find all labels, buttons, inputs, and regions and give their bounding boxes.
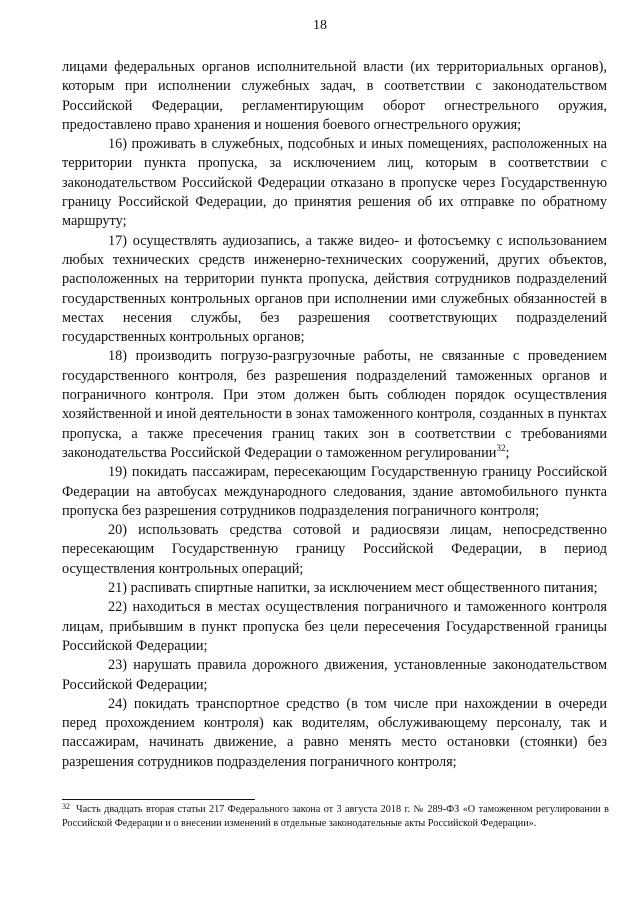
document-body [62,58,607,772]
page-number: 18 [313,18,327,33]
paragraph-item-21: 21) распивать спиртные напитки, за исключением мест общественного питания; [108,580,598,597]
paragraph-item-18-text: 18) производить погрузо-разгрузочные работы, не связанные с проведением государственного контроля, без разрешения подразделений таможенных органов и пограничного контроля. При этом должен быть соблюден порядок осуществления хозяйственной и иной деятельности в зонах таможенного контроля, созданных в пунктах пропуска, а также пресечения границ таких зон в соответствии с требованиями законодательства Российской Федерации о таможенном регулировании [62,348,607,461]
footnote-separator [62,799,255,800]
footnote-marker: 32 [62,802,70,811]
paragraph-item-23: 23) нарушать правила дорожного движения, установленные законодательством Российской Федерации; [62,657,607,693]
paragraph-item-16: 16) проживать в служебных, подсобных и иных помещениях, расположенных на территории пункта пропуска, за исключением лиц, которым в соответствии с законодательством Российской Федерации отказано в пропуске через Государственную границу Российской Федерации, до принятия решения об их отправке по обратному маршруту; [62,136,607,230]
paragraph-item-22: 22) находиться в местах осуществления пограничного и таможенного контроля лицам, прибывшим в пункт пропуска без цели пересечения Государственной границы Российской Федерации; [62,599,607,654]
paragraph-item-18-end: ; [505,444,510,461]
paragraph-continuation: лицами федеральных органов исполнительной власти (их территориальных органов), которым при исполнении служебных задач, в соответствии с законодательством Российской Федерации, регламентирующим оборот огнестрельного оружия, предоставлено право хранения и ношения боевого огнестрельного оружия; [62,59,607,133]
footnote-reference: 32 [496,442,506,453]
paragraph-item-20: 20) использовать средства сотовой и радиосвязи лицам, непосредственно пересекающим Государственную границу Российской Федерации, в период осуществления контрольных операций; [62,522,607,577]
paragraph-item-24: 24) покидать транспортное средство (в том числе при нахождении в очереди перед прохождением контроля) как водителям, обслуживающему персоналу, так и пассажирам, начинать движение, а равно менять место остановки (стоянки) без разрешения сотрудников подразделения пограничного контроля; [62,695,607,770]
paragraph-item-17: 17) осуществлять аудиозапись, а также видео- и фотосъемку с использованием любых технических средств инженерно-технических сооружений, других объектов, расположенных на территории пункта пропуска, действия сотрудников подразделений государственных контрольных органов при исполнении ими служебных обязанностей в местах несения службы, без разрешения соответствующих подразделений государственных контрольных органов; [62,232,607,346]
footnote [62,803,609,831]
paragraph-item-19: 19) покидать пассажирам, пересекающим Государственную границу Российской Федерации на автобусах международного следования, здание автомобильного пункта пропуска без разрешения сотрудников подразделения пограничного контроля; [62,464,607,519]
paragraph-item-18 [62,347,607,463]
footnote-text: Часть двадцать вторая статьи 217 Федерального закона от 3 августа 2018 г. № 289-ФЗ «О таможенном регулировании в Российской Федерации и о внесении изменений в отдельные законодательные акты Российской Федерации». [62,804,609,829]
